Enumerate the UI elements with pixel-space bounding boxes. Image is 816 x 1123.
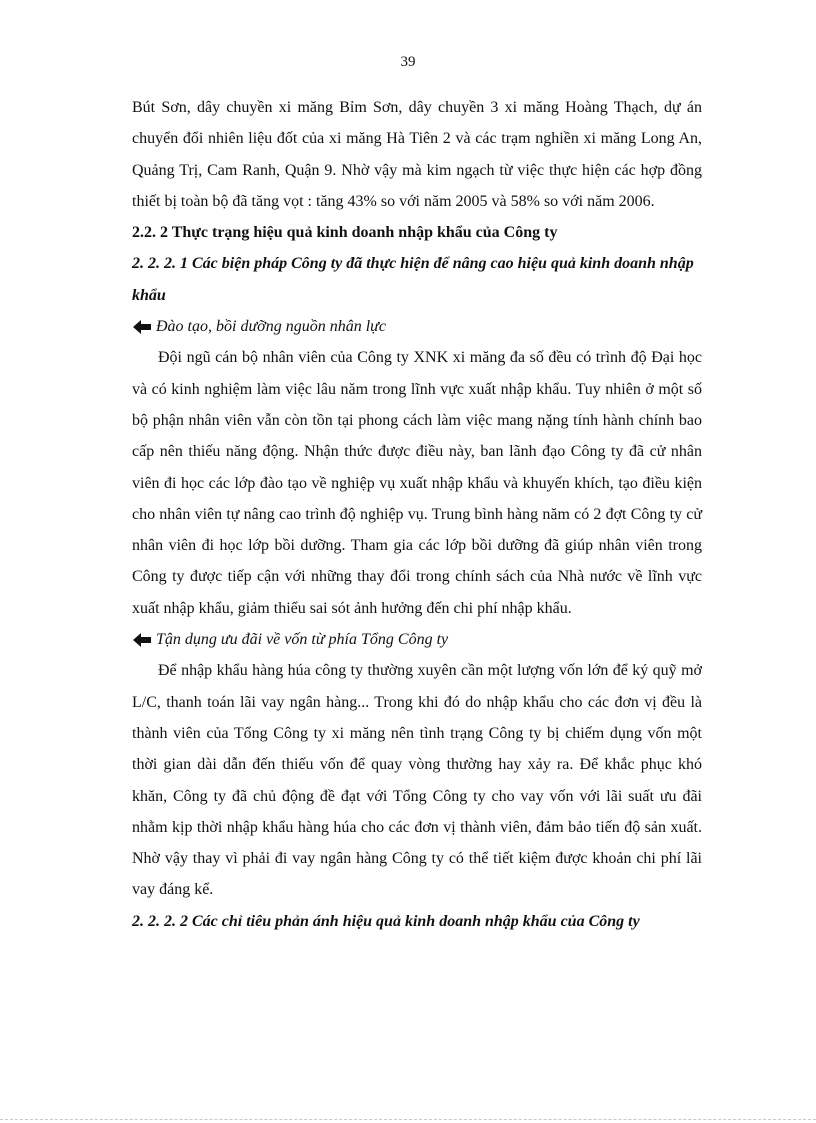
bullet-label: Đào tạo, bồi dưỡng nguồn nhân lực: [156, 318, 386, 336]
arrow-left-icon: [132, 632, 152, 648]
document-body: [132, 92, 702, 937]
arrow-left-icon: [132, 319, 152, 335]
bullet-label: Tận dụng ưu đãi về vốn từ phía Tổng Công ty: [156, 631, 449, 649]
bullet-training: [132, 311, 702, 342]
subsection-heading: 2. 2. 2. 1 Các biện pháp Công ty đã thực hiện để nâng cao hiệu quả kinh doanh nhập khẩu: [132, 255, 694, 304]
section-heading: 2.2. 2 Thực trạng hiệu quả kinh doanh nhập khẩu của Công ty: [132, 224, 558, 242]
bullet-capital: [132, 624, 702, 655]
paragraph-capital: Để nhập khẩu hàng húa công ty thường xuyên cần một lượng vốn lớn để ký quỹ mở L/C, thanh toán lãi vay ngân hàng... Trong khi đó do nhập khẩu cho các đơn vị đều là thành viên của Tổng Công ty xi măng nên tình trạng Công ty bị chiếm dụng vốn một thời gian dài dẫn đến thiếu vốn để quay vòng thường hay xảy ra. Để khắc phục khó khăn, Công ty đã chủ động đề đạt với Tổng Công ty cho vay vốn với lãi suất ưu đãi nhằm kịp thời nhập khẩu hàng húa cho các đơn vị thành viên, đảm bảo tiến độ sản xuất. Nhờ vậy thay vì phải đi vay ngân hàng Công ty có thể tiết kiệm được khoản chi phí lãi vay đáng kể.: [132, 662, 702, 899]
page-bottom-border: [0, 1119, 816, 1120]
subsection-heading: 2. 2. 2. 2 Các chỉ tiêu phản ánh hiệu quả kinh doanh nhập khẩu của Công ty: [132, 912, 640, 930]
paragraph-training: Đội ngũ cán bộ nhân viên của Công ty XNK xi măng đa số đều có trình độ Đại học và có kinh nghiệm làm việc lâu năm trong lĩnh vực xuất nhập khẩu. Tuy nhiên ở một số bộ phận nhân viên vẫn còn tồn tại phong cách làm việc mang nặng tính hành chính bao cấp nên thiếu năng động. Nhận thức được điều này, ban lãnh đạo Công ty đã cử nhân viên đi học các lớp đào tạo về nghiệp vụ xuất nhập khẩu và khuyến khích, tạo điều kiện cho nhân viên tự nâng cao trình độ nghiệp vụ. Trung bình hàng năm có 2 đợt Công ty cử nhân viên đi học lớp bồi dưỡng. Tham gia các lớp bồi dưỡng đã giúp nhân viên trong Công ty được tiếp cận với những thay đổi trong chính sách của Nhà nước về lĩnh vực xuất nhập khẩu, giảm thiểu sai sót ảnh hưởng đến chi phí nhập khẩu.: [132, 349, 702, 617]
page-number: 39: [400, 54, 416, 70]
paragraph-continued: Bút Sơn, dây chuyền xi măng Bỉm Sơn, dây chuyền 3 xi măng Hoàng Thạch, dự án chuyển đổi nhiên liệu đốt của xi măng Hà Tiên 2 và các trạm nghiền xi măng Long An, Quảng Trị, Cam Ranh, Quận 9. Nhờ vậy mà kim ngạch từ việc thực hiện các hợp đồng thiết bị toàn bộ đã tăng vọt : tăng 43% so với năm 2005 và 58% so với năm 2006.: [132, 99, 702, 210]
